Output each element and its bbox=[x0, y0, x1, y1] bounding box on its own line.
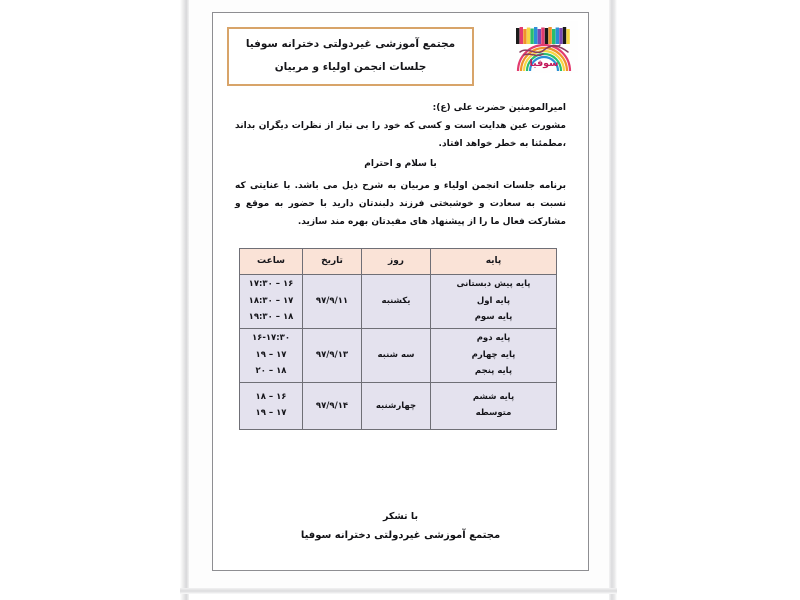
grade-list bbox=[431, 329, 556, 381]
thanks-line: با تشکر bbox=[382, 510, 419, 522]
column-header-day: روز bbox=[362, 248, 431, 274]
grade-list bbox=[431, 388, 556, 424]
grade-item: پایه اول bbox=[476, 295, 511, 306]
cell-date: ۹۷/۹/۱۳ bbox=[303, 328, 362, 382]
time-item: ۱۷ – ۱۹ bbox=[255, 408, 287, 419]
grade-item: پایه دوم bbox=[476, 333, 511, 344]
grade-item: پایه پنجم bbox=[474, 366, 513, 377]
grade-item: پایه چهارم bbox=[471, 349, 516, 360]
table-row bbox=[240, 382, 557, 429]
cell-date: ۹۷/۹/۱۴ bbox=[303, 382, 362, 429]
document-page bbox=[212, 12, 589, 571]
logo-wordmark-text: سوفیا bbox=[529, 58, 559, 69]
cell-grade bbox=[431, 274, 557, 328]
cell-time bbox=[240, 328, 303, 382]
main-paragraph: برنامه جلسات انجمن اولیاء و مربیان به شرح ذیل می باشد. با عنایتی که نسبت به سعادت و خوشبختی فرزند دلبندتان دارید با حضور به موقع و مشارکت فعال ما را از پیشنهاد های مفیدتان بهره مند سازید. bbox=[235, 180, 566, 227]
table-row bbox=[240, 274, 557, 328]
time-list bbox=[240, 388, 302, 424]
column-header-date: تاریخ bbox=[303, 248, 362, 274]
letter-footer bbox=[213, 508, 588, 545]
time-item: ۱۸ – ۲۰ bbox=[255, 366, 287, 377]
grade-item: پایه سوم bbox=[474, 312, 513, 323]
signature-organization: مجتمع آموزشی غیردولتی دخترانه سوفیا bbox=[300, 529, 501, 541]
column-header-time: ساعت bbox=[240, 248, 303, 274]
grade-item: متوسطه bbox=[475, 408, 512, 419]
scan-edge-bottom bbox=[180, 588, 617, 594]
time-list bbox=[240, 329, 302, 381]
school-name-title: مجتمع آموزشی غیردولتی دخترانه سوفیا bbox=[245, 38, 456, 50]
cell-day: چهارشنبه bbox=[362, 382, 431, 429]
scan-edge-right bbox=[609, 0, 617, 600]
grade-list bbox=[431, 275, 556, 327]
time-item: ۱۶-۱۷:۳۰ bbox=[251, 333, 291, 344]
greeting-line: با سلام و احترام bbox=[364, 159, 437, 170]
hadith-attribution: امیرالمومنین حضرت علی (ع): bbox=[432, 103, 566, 113]
document-subject-title: جلسات انجمن اولیاء و مربیان bbox=[274, 61, 427, 74]
time-item: ۱۸ – ۱۹:۳۰ bbox=[248, 312, 294, 323]
letterhead bbox=[223, 21, 578, 89]
cell-time bbox=[240, 274, 303, 328]
cell-date: ۹۷/۹/۱۱ bbox=[303, 274, 362, 328]
cell-day: یکشنبه bbox=[362, 274, 431, 328]
title-box bbox=[227, 27, 474, 86]
letter-body bbox=[235, 101, 566, 231]
sofia-school-logo-icon bbox=[510, 21, 578, 73]
cell-day: سه شنبه bbox=[362, 328, 431, 382]
grade-item: پایه پیش دبستانی bbox=[456, 279, 531, 290]
cell-grade bbox=[431, 382, 557, 429]
table-body bbox=[240, 274, 557, 429]
cell-grade bbox=[431, 328, 557, 382]
table-head bbox=[240, 248, 557, 274]
meeting-schedule-table bbox=[239, 248, 557, 430]
time-item: ۱۷ – ۱۸:۳۰ bbox=[248, 295, 294, 306]
table-row bbox=[240, 328, 557, 382]
scan-edge-left bbox=[180, 0, 189, 600]
column-header-grade: پایه bbox=[431, 248, 557, 274]
cell-time bbox=[240, 382, 303, 429]
time-item: ۱۶ – ۱۷:۳۰ bbox=[248, 279, 294, 290]
schedule-table-wrapper bbox=[244, 248, 557, 430]
time-list bbox=[240, 275, 302, 327]
grade-item: پایه ششم bbox=[472, 391, 515, 402]
table-header-row bbox=[240, 248, 557, 274]
time-item: ۱۷ – ۱۹ bbox=[255, 349, 287, 360]
hadith-quote: مشورت عین هدایت است و کسی که خود را بی نیاز از نظرات دیگران بداند ،مطمئنا به خطر خواهد افتاد. bbox=[235, 121, 566, 149]
time-item: ۱۶ – ۱۸ bbox=[255, 391, 287, 402]
